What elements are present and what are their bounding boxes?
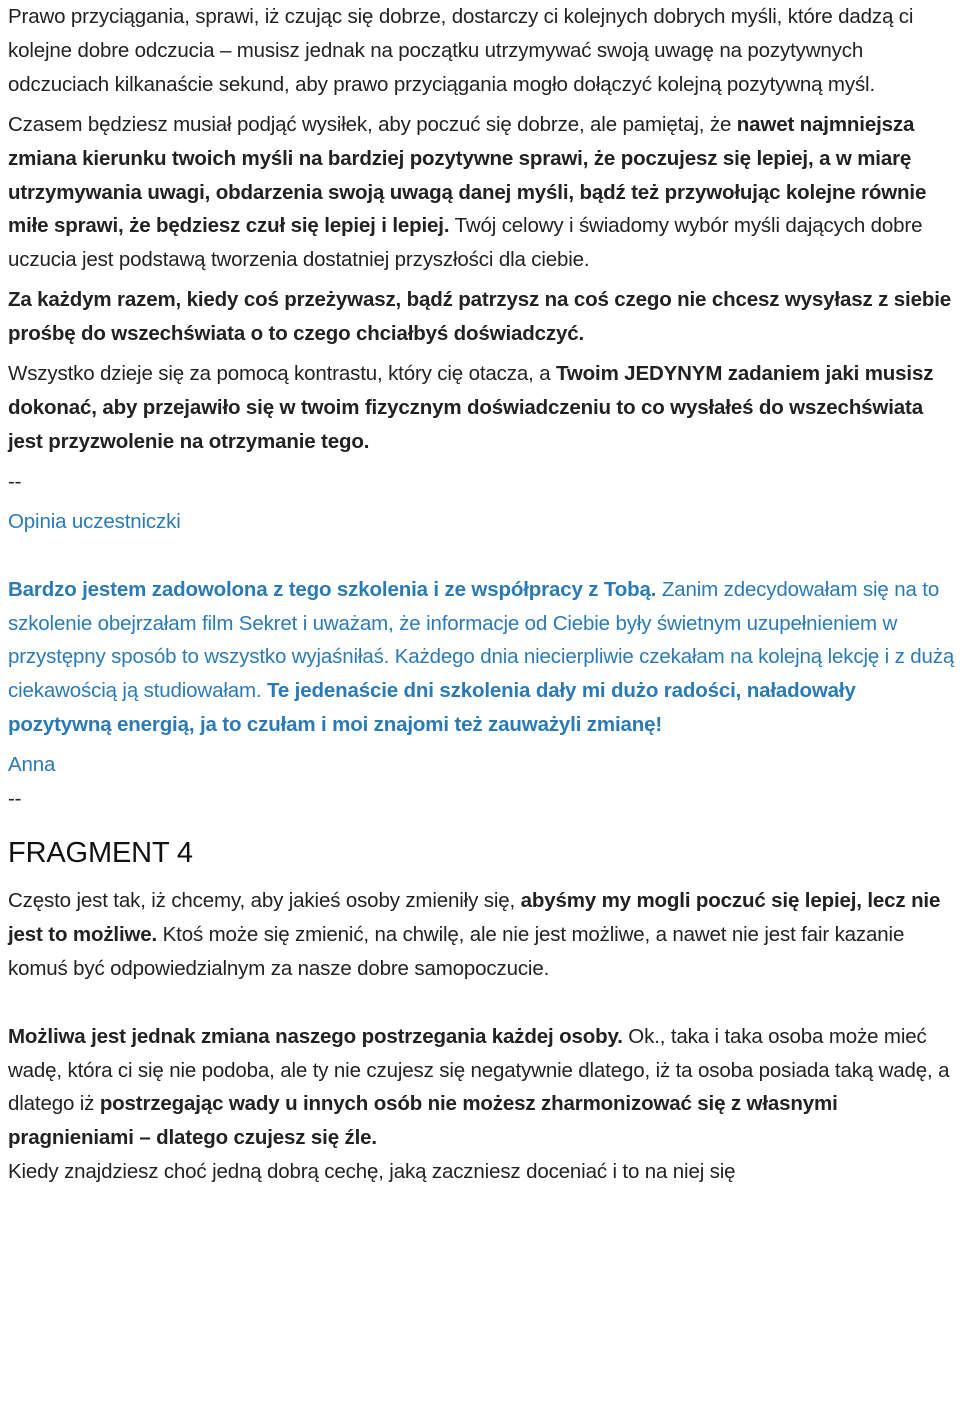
paragraph-bold-text: Za każdym razem, kiedy coś przeżywasz, bądź patrzysz na coś czego nie chcesz wysyłasz z siebie prośbę do wszechświata o to czego chciałbyś doświadczyć.: [8, 288, 951, 346]
paragraph-text: Kiedy znajdziesz choć jedną dobrą cechę, jaką zaczniesz doceniać i to na niej się: [8, 1160, 736, 1184]
paragraph-text: Często jest tak, iż chcemy, aby jakieś osoby zmieniły się,: [8, 888, 516, 912]
fragment-heading: FRAGMENT 4: [8, 836, 193, 869]
paragraph-bold-text: abyśmy my mogli poczuć się lepiej, lecz nie jest to możliwe.: [8, 888, 941, 946]
paragraph-bold-text: postrzegając wady u innych osób nie możesz zharmonizować się z własnymi pragnieniami – dlatego czujesz się źle.: [8, 1092, 838, 1150]
testimonial-author: Anna: [8, 753, 56, 777]
paragraph-law-of-attraction: [8, 0, 958, 102]
paragraph-bold-text: Twoim JEDYNYM zadaniem jaki musisz dokonać, aby przejawiło się w twoim fizycznym doświadczeniu to co wysłałeś do wszechświata jest przyzwolenie na otrzymanie tego.: [8, 362, 934, 453]
paragraph-text: Ok., taka i taka osoba może mieć wadę, która ci się nie podoba, ale ty nie czujesz się negatywnie dlatego, iż ta osoba posiada taką wadę, a dlatego iż: [8, 1024, 950, 1116]
separator-dashes: --: [8, 787, 22, 811]
paragraph-bold-text: nawet najmniejsza zmiana kierunku twoich myśli na bardziej pozytywne sprawi, że poczujesz się lepiej, a w miarę utrzymywania uwagi, obdarzenia swoją uwagą danej myśli, bądź też przywołując kolejne równie miłe sprawi, że będziesz czuł się lepiej i lepiej.: [8, 112, 927, 238]
paragraph-text: Ktoś może się zmienić, na chwilę, ale nie jest możliwe, a nawet nie jest fair kazanie komuś być odpowiedzialnym za nasze dobre samopoczucie.: [8, 922, 905, 980]
testimonial-title: Opinia uczestniczki: [8, 509, 181, 533]
paragraph-bold-text: Możliwa jest jednak zmiana naszego postrzegania każdej osoby.: [8, 1024, 623, 1048]
paragraph-contrast: [8, 357, 958, 459]
paragraph-text: Wszystko dzieje się za pomocą kontrastu, który cię otacza, a: [8, 362, 551, 386]
testimonial-bold-text: Bardzo jestem zadowolona z tego szkolenia i ze współpracy z Tobą.: [8, 577, 657, 601]
testimonial-body: [8, 573, 958, 743]
paragraph-perception: [8, 1020, 958, 1156]
paragraph-text: Prawo przyciągania, sprawi, iż czując się dobrze, dostarczy ci kolejnych dobrych myśli, które dadzą ci kolejne dobre odczucia – musisz jednak na początku utrzymywać swoją uwagę na pozytywnych odczuciach kilkanaście sekund, aby prawo przyciągania mogło dołączyć kolejną pozytywną myśl.: [8, 5, 914, 96]
paragraph-text: Twój celowy i świadomy wybór myśli dających dobre uczucia jest podstawą tworzenia dostatniej przyszłości dla ciebie.: [8, 214, 923, 272]
separator-dashes: --: [8, 469, 22, 493]
document-page: [8, 0, 958, 1189]
paragraph-others-change: [8, 884, 958, 986]
testimonial-bold-text: Te jedenaście dni szkolenia dały mi dużo radości, naładowały pozytywną energią, ja to czułam i moi znajomi też zauważyli zmianę!: [8, 679, 856, 737]
testimonial-text: Zanim zdecydowałam się na to szkolenie obejrzałam film Sekret i uważam, że informacje od Ciebie były świetnym uzupełnieniem w przystępny sposób to wszystko wyjaśniłaś. Każdego dnia niecierpliwie czekałam na kolejną lekcję i z dużą ciekawością ją studiowałam.: [8, 577, 955, 703]
paragraph-good-trait: [8, 1155, 958, 1189]
paragraph-every-time: [8, 283, 958, 351]
paragraph-text: Czasem będziesz musiał podjąć wysiłek, aby poczuć się dobrze, ale pamiętaj, że: [8, 112, 732, 136]
paragraph-effort: [8, 108, 958, 278]
